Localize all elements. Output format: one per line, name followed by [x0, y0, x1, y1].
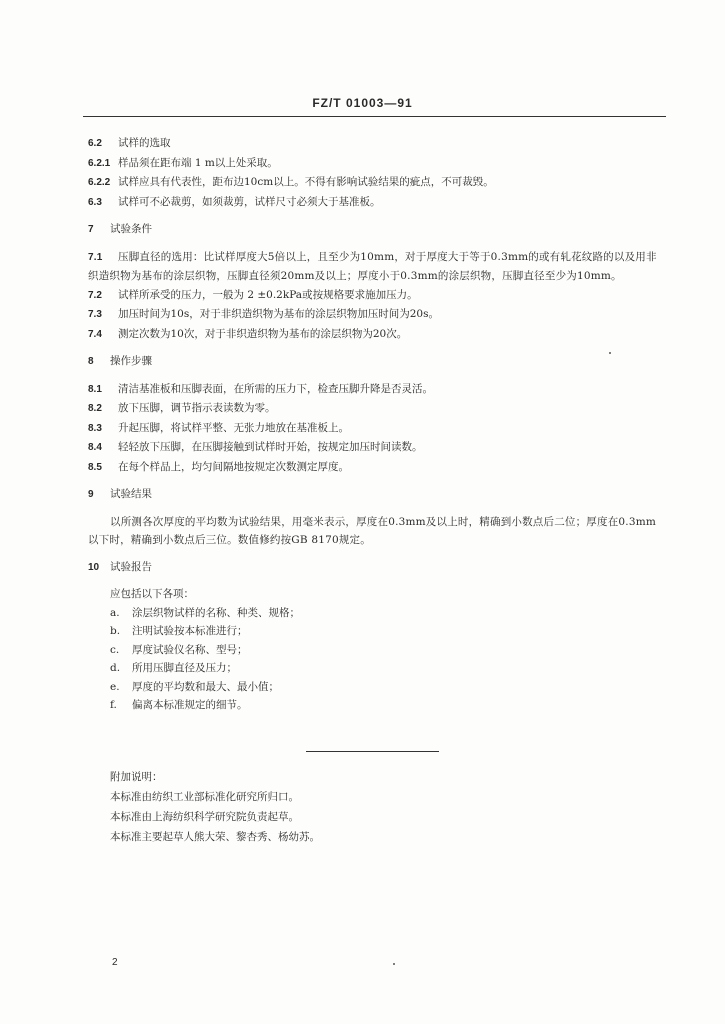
clause-8-1: 8.1 清洁基准板和压脚表面，在所需的压力下，检查压脚升降是否灵活。: [88, 382, 433, 395]
notes-title: 附加说明：: [110, 771, 163, 783]
scan-speck: [609, 352, 611, 354]
clause-8-5: 8.5 在每个样品上，均匀间隔地按规定次数测定厚度。: [88, 460, 349, 473]
header-rule: [83, 116, 666, 117]
report-item-f: f. 偏离本标准规定的细节。: [110, 699, 248, 711]
clause-6-2: 6.2 试样的选取: [88, 137, 171, 149]
clause-7-4: 7.4 测定次数为10次，对于非织造织物为基布的涂层织物为20次。: [88, 327, 408, 340]
clause-7-3: 7.3 加压时间为10s，对于非织造织物为基布的涂层织物加压时间为20s。: [88, 308, 439, 320]
section-8-heading: 8 操作步骤: [88, 355, 152, 367]
clause-8-4: 8.4 轻轻放下压脚，在压脚接触到试样时开始，按规定加压时间读数。: [88, 441, 423, 453]
section-9-body: 以所测各次厚度的平均数为试验结果，用毫米表示，厚度在0.3mm及以上时，精确到小数点后二位；厚度在0.3mm以下时，精确到小数点后三位。数值修约按GB 8170规定。: [88, 515, 657, 546]
section-7-heading: 7 试验条件: [88, 223, 152, 235]
clause-6-3: 6.3 试样可不必裁剪，如须裁剪，试样尺寸必须大于基准板。: [88, 195, 381, 208]
page-number: 2: [112, 957, 118, 968]
clause-6-2-1: 6.2.1 样品须在距布端 1 m以上处采取。: [88, 156, 278, 169]
note-line: 本标准由纺织工业部标准化研究所归口。: [110, 791, 299, 803]
additional-notes: [110, 767, 320, 847]
note-line: 本标准由上海纺织科学研究院负责起草。: [110, 811, 299, 823]
end-rule: [306, 751, 439, 752]
section-10-heading: 10 试验报告: [88, 560, 152, 573]
main-content: [88, 134, 666, 715]
clause-7-2: 7.2 试样所承受的压力，一般为 2 ±0.2kPa或按规格要求施加压力。: [88, 288, 418, 301]
report-intro: 应包括以下各项：: [110, 588, 194, 600]
report-item-a: a. 涂层织物试样的名称、种类、规格；: [110, 606, 300, 619]
clause-8-2: 8.2 放下压脚，调节指示表读数为零。: [88, 402, 276, 414]
clause-8-3: 8.3 升起压脚，将试样平整、无张力地放在基准板上。: [88, 421, 349, 434]
section-9-heading: 9 试验结果: [88, 488, 152, 500]
note-line: 本标准主要起草人熊大荣、黎杏秀、杨幼苏。: [110, 831, 320, 843]
report-item-e: e. 厚度的平均数和最大、最小值；: [110, 680, 279, 693]
standard-code-header: FZ/T 01003—91: [312, 96, 413, 110]
report-item-c: c. 厚度试验仪名称、型号；: [110, 643, 248, 656]
report-item-d: d. 所用压脚直径及压力；: [110, 662, 237, 674]
clause-6-2-2: 6.2.2 试样应具有代表性，距布边10cm以上。不得有影响试验结果的疵点，不可裁毁。: [88, 176, 494, 188]
clause-7-1: 7.1 压脚直径的选用：比试样厚度大5倍以上，且至少为10mm，对于厚度大于等于0.3mm的或有轧花纹路的以及用非织造织物为基布的涂层织物，压脚直径须20mm及以上；厚度小于0.3mm的涂层织物，压脚直径至少为10mm。: [88, 250, 657, 282]
report-item-b: b. 注明试验按本标准进行；: [110, 625, 248, 637]
scan-speck: [393, 963, 395, 965]
